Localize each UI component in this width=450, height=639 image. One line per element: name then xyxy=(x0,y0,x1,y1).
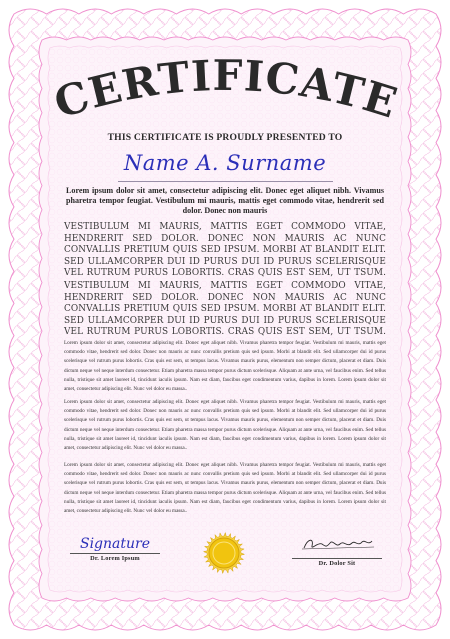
signatory-name-left: Dr. Lorem Ipsum xyxy=(90,555,140,562)
caps-paragraph-2: VESTIBULUM MI MAURIS, MATTIS EGET COMMODO VITAE, HENDRERIT SED DOLOR. DONEC NON MAURIS AC NUNC CONVALLIS PRETIUM QUIS SED IPSUM. MORBI AT BLANDIT ELIT. SED ULLAMCORPER DUI ID PURUS DUI ID PURUS SCELERISQUE VEL RUTRUM PURUS LOBORTIS. CRAS QUIS EST SEM, UT TSUM. xyxy=(64,281,386,338)
svg-text:CERTIFICATE xyxy=(49,51,404,128)
signature-block-right xyxy=(292,536,382,567)
certificate-title: CERTIFICATE xyxy=(48,50,404,128)
lead-paragraph: Lorem ipsum dolor sit amet, consectetur adipiscing elit. Donec eget aliquet nibh. Vivamus pharetra tempor feugiat. Vestibulum mi mauris, mattis eget commodo vitae, hendrerit sed dolor. Donec non mauris xyxy=(66,186,384,216)
signatory-name-right: Dr. Dolor Sit xyxy=(318,560,356,567)
recipient-name: Name A. Surname xyxy=(123,151,327,175)
gold-seal-icon xyxy=(202,531,246,575)
small-paragraph-1: Lorem ipsum dolor sit amet, consectetur adipiscing elit. Donec eget aliquet nibh. Vivamus pharetra tempor feugiat. Vestibulum mi mauris, mattis eget commodo vitae, hendrerit sed dolor. Donec non mauris ac nunc convallis pretium quis sed ipsum. Morbi at blandit elit. Sed ullamcorper dui id purus scelerisque vel rutrum purus lobortis. Cras quis est sem, ut tempus lacus. Vivamus mauris purus, elementum non semper dictum, placerat et diam. Duis dictum neque vel neque interdum consectetur. Etiam pharetra massa tempor purus dictum scelerisque. Aliquam at ante urna, vel faucibus enim. Sed tellus nulla, tristique sit amet laoreet id, tincidunt iaculis ipsum. Nam est diam, faucibus eget condimentum varius, dapibus in lorem. Lorem ipsum dolor sit amet, consectetur adipiscing elit. Nunc vel dolor eu massa.. xyxy=(64,340,386,393)
title-arc xyxy=(0,0,450,140)
signature-line-right xyxy=(292,558,382,559)
signature-line-left xyxy=(70,553,160,554)
caps-paragraph-1: VESTIBULUM MI MAURIS, MATTIS EGET COMMODO VITAE, HENDRERIT SED DOLOR. DONEC NON MAURIS AC NUNC CONVALLIS PRETIUM QUIS SED IPSUM. MORBI AT BLANDIT ELIT. SED ULLAMCORPER DUI ID PURUS DUI ID PURUS SCELERISQUE VEL RUTRUM PURUS LOBORTIS. CRAS QUIS EST SEM, UT TSUM. xyxy=(64,222,386,279)
presented-to-text: THIS CERTIFICATE IS PROUDLY PRESENTED TO xyxy=(107,132,343,143)
signature-script-left: Signature xyxy=(79,536,150,552)
name-underline xyxy=(118,181,333,182)
handwritten-signature-right xyxy=(292,536,382,552)
small-paragraph-2: Lorem ipsum dolor sit amet, consectetur adipiscing elit. Donec eget aliquet nibh. Vivamus pharetra tempor feugiat. Vestibulum mi mauris, mattis eget commodo vitae, hendrerit sed dolor. Donec non mauris ac nunc convallis pretium quis sed ipsum. Morbi at blandit elit. Sed ullamcorper dui id purus scelerisque vel rutrum purus lobortis. Cras quis est sem, ut tempus lacus. Vivamus mauris purus, elementum non semper dictum, placerat et diam. Duis dictum neque vel neque interdum consectetur. Etiam pharetra massa tempor purus dictum scelerisque. Aliquam at ante urna, vel faucibus enim. Sed tellus nulla, tristique sit amet laoreet id, tincidunt iaculis ipsum. Nam est diam, faucibus eget condimentum varius, dapibus in lorem. Lorem ipsum dolor sit amet, consectetur adipiscing elit. Nunc vel dolor eu massa.. xyxy=(64,399,386,452)
small-paragraph-3: Lorem ipsum dolor sit amet, consectetur adipiscing elit. Donec eget aliquet nibh. Vivamus pharetra tempor feugiat. Vestibulum mi mauris, mattis eget commodo vitae, hendrerit sed dolor. Donec non mauris ac nunc convallis pretium quis sed ipsum. Morbi at blandit elit. Sed ullamcorper dui id purus scelerisque vel rutrum purus lobortis. Cras quis est sem, ut tempus lacus. Vivamus mauris purus, elementum non semper dictum, placerat et diam. Duis dictum neque vel neque interdum consectetur. Etiam pharetra massa tempor purus dictum scelerisque. Aliquam at ante urna, vel faucibus enim. Sed tellus nulla, tristique sit amet laoreet id, tincidunt iaculis ipsum. Nam est diam, faucibus eget condimentum varius, dapibus in lorem. Lorem ipsum dolor sit amet, consectetur adipiscing elit. Nunc vel dolor eu massa.. xyxy=(64,462,386,515)
signature-block-left xyxy=(70,536,160,562)
